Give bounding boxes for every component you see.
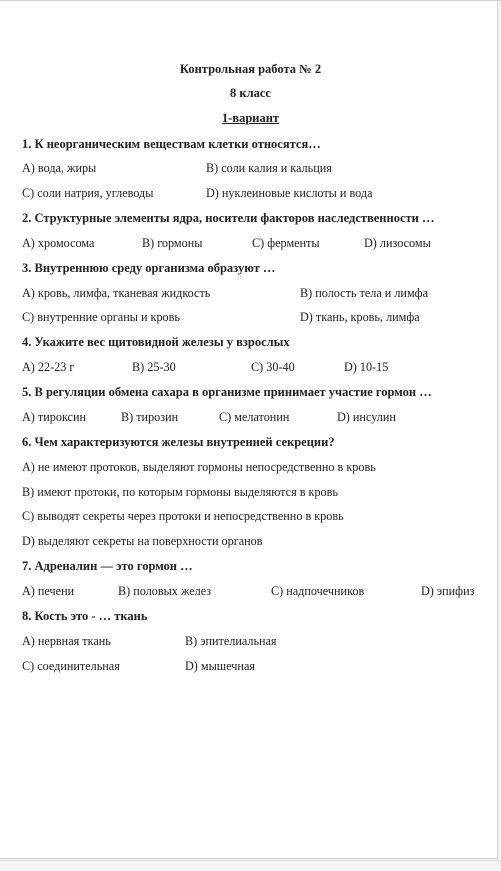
question-7-option-b: В) половых желез: [118, 584, 212, 598]
question-4-option-a: А) 22-23 г: [22, 360, 75, 374]
variant-label: 1-вариант: [221, 111, 280, 125]
question-7-option-d: D) эпифиз: [421, 584, 475, 598]
question-3-option-a: А) кровь, лимфа, тканевая жидкость: [22, 286, 211, 300]
question-2-option-c: С) ферменты: [252, 236, 320, 250]
question-3-option-b: В) полость тела и лимфа: [300, 286, 428, 300]
question-4-option-d: D) 10-15: [344, 360, 389, 374]
question-6-option-d: D) выделяют секреты на поверхности органов: [22, 534, 263, 548]
question-2-option-a: А) хромосома: [22, 236, 95, 250]
question-8-option-d: D) мышечная: [185, 659, 255, 673]
question-2: 2. Структурные элементы ядра, носители факторов наследственности …: [22, 211, 435, 225]
question-4-option-b: В) 25-30: [132, 360, 176, 374]
question-4: 4. Укажите вес щитовидной железы у взрослых: [22, 335, 290, 349]
question-6-option-b: В) имеют протоки, по которым гормоны выделяются в кровь: [22, 485, 338, 499]
question-2-option-d: D) лизосомы: [364, 236, 431, 250]
question-3-option-c: С) внутренние органы и кровь: [22, 310, 180, 324]
question-5-option-d: D) инсулин: [337, 410, 396, 424]
question-4-option-c: С) 30-40: [251, 360, 295, 374]
question-7-option-c: С) надпочечников: [271, 584, 365, 598]
document-title: Контрольная работа № 2: [179, 62, 322, 76]
question-1-option-c: С) соли натрия, углеводы: [22, 186, 154, 200]
question-1-option-b: В) соли калия и кальция: [206, 161, 332, 175]
grade-label: 8 класс: [230, 86, 271, 100]
question-7: 7. Адреналин — это гормон …: [22, 559, 193, 573]
top-divider: [0, 0, 501, 1]
question-7-option-a: А) печени: [22, 584, 75, 598]
question-5-option-a: А) тироксин: [22, 410, 87, 424]
question-2-option-b: В) гормоны: [142, 236, 203, 250]
question-6: 6. Чем характеризуются железы внутренней секреции?: [22, 435, 335, 449]
question-8-option-b: В) эпителиальная: [185, 634, 277, 648]
question-8-option-a: А) нервная ткань: [22, 634, 111, 648]
question-1-option-a: А) вода, жиры: [22, 161, 97, 175]
question-8: 8. Кость это - … ткань: [22, 609, 148, 623]
question-1-option-d: D) нуклеиновые кислоты и вода: [206, 186, 373, 200]
question-5-option-b: В) тирозин: [121, 410, 179, 424]
question-3-option-d: D) ткань, кровь, лимфа: [300, 310, 420, 324]
question-8-option-c: С) соединительная: [22, 659, 120, 673]
question-5-option-c: С) мелатонин: [219, 410, 290, 424]
page-bottom-edge: [0, 860, 501, 871]
question-3: 3. Внутреннюю среду организма образуют …: [22, 261, 276, 275]
question-6-option-c: С) выводят секреты через протоки и непосредственно в кровь: [22, 509, 344, 523]
question-6-option-a: А) не имеют протоков, выделяют гормоны непосредственно в кровь: [22, 460, 376, 474]
question-5: 5. В регуляции обмена сахара в организме принимает участие гормон …: [22, 385, 432, 399]
question-1: 1. К неорганическим веществам клетки относятся…: [22, 137, 321, 151]
